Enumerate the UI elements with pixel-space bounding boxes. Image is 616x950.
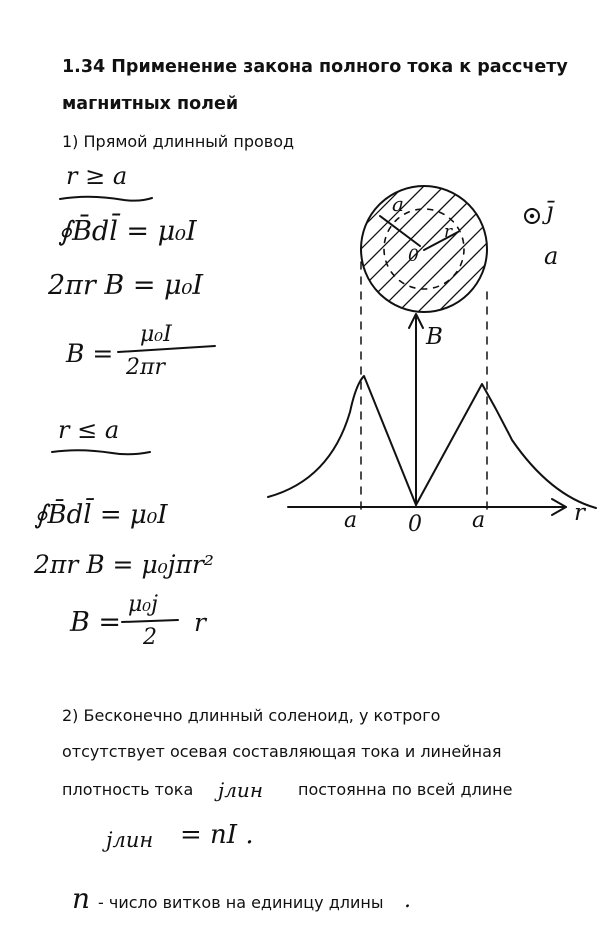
figure-right-tick-label: a [472,508,486,533]
turns-definition: - число витков на единицу длины [98,893,384,912]
turns-definition-dot: . [404,888,411,913]
eq-inside-b-numerator: μ₀j [128,592,158,617]
condition-inside: r ≤ a [58,416,120,444]
wire-hatching [330,160,520,350]
eq-outside-circulation: ∮B̄dl̄ = μ₀I [58,216,197,247]
figure-current-radius-label: a [544,242,559,270]
linear-density-lhs: jлин [106,828,154,852]
eq-outside-b-numerator: μ₀I [140,322,172,347]
condition-outside: r ≥ a [66,162,128,190]
eq-inside-b-denominator: 2 [143,625,157,650]
part2-line3-before: плотность тока [62,780,194,799]
figure-origin-label: 0 [408,512,422,537]
figure-center-label: 0 [408,246,419,266]
eq-inside-b-tail: r [194,608,206,637]
figure-inner-radius-label: r [444,222,453,242]
part2-line2: отсутствует осевая составляющая тока и линейная [62,742,502,761]
figure-current-j-label: j̄ [546,197,554,225]
figure-r-axis-label: r [574,500,585,526]
part2-line1: 2) Бесконечно длинный соленоид, у котрого [62,706,441,725]
figure-b-axis-label: B [426,324,443,350]
eq-outside-ampere: 2πr B = μ₀I [48,270,204,301]
section-title-line2: магнитных полей [62,94,239,114]
turns-symbol: n [72,882,91,915]
linear-density-rhs: = nI . [180,820,254,850]
part1-heading: 1) Прямой длинный провод [62,132,295,151]
eq-outside-b-lhs: B = [66,339,114,368]
figure-left-tick-label: a [344,508,358,533]
part2-line3-symbol: jлин [218,778,263,802]
part2-line3-after: постоянна по всей длине [298,780,513,799]
radius-a-line [380,216,420,246]
eq-inside-circulation: ∮B̄dl̄ = μ₀I [34,500,168,530]
b-curve [268,376,596,508]
section-title-line1: 1.34 Применение закона полного тока к рассчету [62,57,568,77]
eq-inside-ampere: 2πr B = μ₀jπr² [34,550,214,579]
eq-outside-b-denominator: 2πr [126,355,165,380]
eq-inside-b-lhs: B = [70,607,122,638]
figure-radius-label: a [392,192,404,216]
